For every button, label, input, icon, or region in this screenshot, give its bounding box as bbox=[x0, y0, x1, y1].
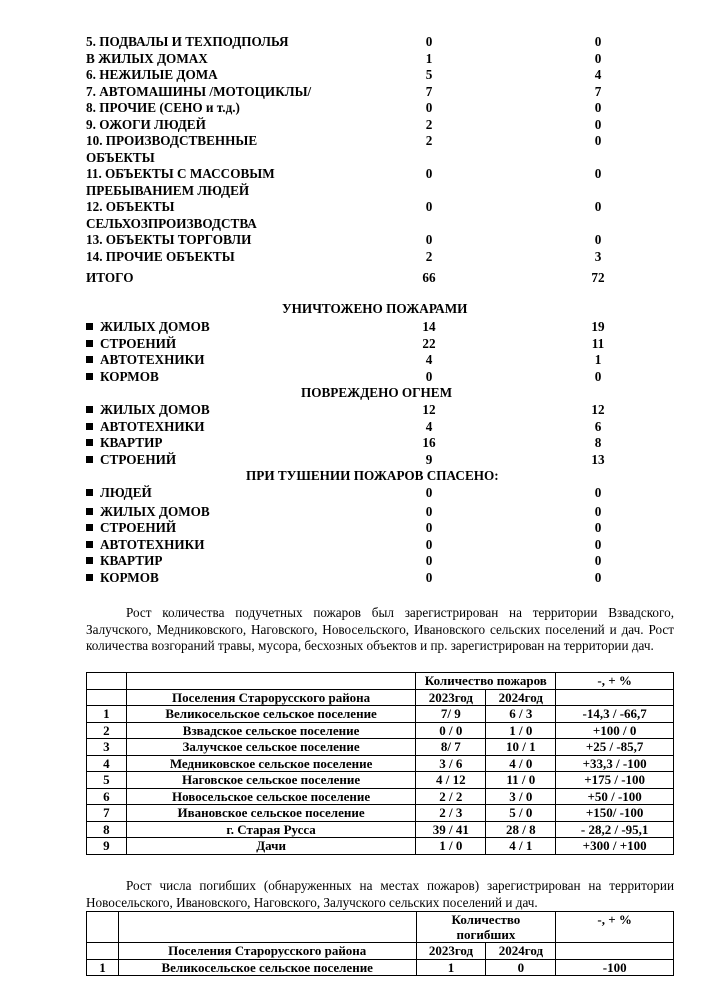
value-2024: 0 bbox=[486, 959, 556, 976]
paragraph-text: Рост числа погибших (обнаруженных на местах пожаров) зарегистрирован на территории Новосельского, Ивановского, Наговского, Залучского сельских поселений и дач. bbox=[86, 878, 674, 910]
saved-list bbox=[86, 485, 646, 586]
stat-value-2024: 0 bbox=[594, 368, 602, 384]
value-2024: 10 / 1 bbox=[486, 739, 556, 756]
stat-value-2024: 13 bbox=[591, 451, 605, 467]
bullet-icon bbox=[86, 423, 93, 430]
stat-row bbox=[86, 216, 646, 233]
settlement-name: Медниковское сельское поселение bbox=[126, 755, 416, 772]
table-row bbox=[87, 706, 674, 723]
stat-value-2023: 0 bbox=[425, 503, 433, 519]
destroyed-row bbox=[86, 336, 646, 353]
settlement-name: г. Старая Русса bbox=[126, 821, 416, 838]
fires-by-settlement-table bbox=[86, 672, 674, 855]
stat-value-2023: 0 bbox=[425, 368, 433, 384]
stat-label: СТРОЕНИЙ bbox=[100, 520, 177, 535]
bullet-icon bbox=[86, 323, 93, 330]
header-deaths-line-1: Количество bbox=[451, 912, 521, 927]
settlement-name: Великосельское сельское поселение bbox=[126, 706, 416, 723]
bullet-icon bbox=[86, 524, 93, 531]
stat-label: 7. АВТОМАШИНЫ /МОТОЦИКЛЫ/ bbox=[86, 83, 312, 99]
change-percent: -14,3 / -66,7 bbox=[556, 706, 674, 723]
stat-value-2023: 9 bbox=[425, 451, 433, 467]
saved-heading: ПРИ ТУШЕНИИ ПОЖАРОВ СПАСЕНО: bbox=[246, 468, 499, 483]
stat-row bbox=[86, 67, 646, 84]
header-2024: 2024год bbox=[486, 943, 556, 960]
stat-row bbox=[86, 34, 646, 51]
stat-row bbox=[86, 249, 646, 266]
stat-value-2024: 11 bbox=[591, 335, 605, 351]
stat-label: ЖИЛЫХ ДОМОВ bbox=[100, 503, 210, 519]
stat-value-2023: 0 bbox=[425, 520, 433, 535]
saved-row bbox=[86, 570, 646, 587]
stat-row bbox=[86, 199, 646, 216]
stat-label: КОРМОВ bbox=[100, 368, 159, 384]
stat-value-2023: 12 bbox=[422, 402, 436, 417]
saved-row bbox=[86, 537, 646, 554]
stat-value-2024: 4 bbox=[594, 67, 602, 82]
value-2023: 0 / 0 bbox=[416, 722, 486, 739]
stat-value-2023: 0 bbox=[425, 100, 433, 115]
saved-row bbox=[86, 485, 646, 502]
stat-value-2023: 0 bbox=[425, 553, 433, 568]
bullet-icon bbox=[86, 541, 93, 548]
stat-value-2024: 8 bbox=[594, 435, 602, 450]
damaged-row bbox=[86, 435, 646, 452]
change-percent: +150/ -100 bbox=[556, 805, 674, 822]
header-2024: 2024год bbox=[486, 689, 556, 706]
stat-value-2023: 2 bbox=[425, 133, 433, 148]
table-row bbox=[87, 821, 674, 838]
change-percent: - 28,2 / -95,1 bbox=[556, 821, 674, 838]
stat-label: СТРОЕНИЙ bbox=[100, 451, 177, 467]
stat-value-2024: 12 bbox=[591, 402, 605, 417]
row-number: 6 bbox=[87, 788, 127, 805]
stat-value-2023: 4 bbox=[425, 418, 433, 434]
value-2024: 4 / 1 bbox=[486, 838, 556, 855]
stat-value-2023: 0 bbox=[425, 569, 433, 585]
table-row bbox=[87, 959, 674, 976]
stat-label: 6. НЕЖИЛЫЕ ДОМА bbox=[86, 67, 218, 82]
stat-label: КВАРТИР bbox=[100, 435, 163, 450]
table-row bbox=[87, 805, 674, 822]
stat-label: 13. ОБЪЕКТЫ ТОРГОВЛИ bbox=[86, 232, 252, 247]
change-percent: +25 / -85,7 bbox=[556, 739, 674, 756]
stat-value-2024: 0 bbox=[594, 116, 602, 132]
stat-total-row bbox=[86, 270, 646, 287]
stat-label: 9. ОЖОГИ ЛЮДЕЙ bbox=[86, 116, 206, 132]
stat-value-2024: 6 bbox=[594, 418, 602, 434]
stat-value-2023: 5 bbox=[425, 67, 433, 82]
row-number: 2 bbox=[87, 722, 127, 739]
stat-value-2023: 66 bbox=[422, 270, 436, 285]
stat-value-2023: 7 bbox=[425, 83, 433, 99]
stat-label: 14. ПРОЧИЕ ОБЪЕКТЫ bbox=[86, 248, 235, 264]
value-2023: 4 / 12 bbox=[416, 772, 486, 789]
row-number: 5 bbox=[87, 772, 127, 789]
stat-row bbox=[86, 150, 646, 167]
stat-row bbox=[86, 166, 646, 183]
saved-row bbox=[86, 520, 646, 537]
header-2023: 2023год bbox=[416, 943, 486, 960]
header-fire-count: Количество пожаров bbox=[416, 673, 556, 690]
stat-label: 5. ПОДВАЛЫ И ТЕХПОДПОЛЬЯ bbox=[86, 34, 289, 49]
stat-value-2024: 0 bbox=[594, 536, 602, 552]
table-header-row bbox=[87, 943, 674, 960]
row-number: 1 bbox=[87, 959, 119, 976]
stat-value-2023: 1 bbox=[425, 50, 433, 66]
value-2023: 1 bbox=[416, 959, 486, 976]
stat-row bbox=[86, 133, 646, 150]
settlement-name: Ивановское сельское поселение bbox=[126, 805, 416, 822]
stat-value-2023: 2 bbox=[425, 248, 433, 264]
value-2024: 28 / 8 bbox=[486, 821, 556, 838]
row-number: 9 bbox=[87, 838, 127, 855]
table-row bbox=[87, 722, 674, 739]
stat-label: ИТОГО bbox=[86, 270, 134, 285]
stat-label: АВТОТЕХНИКИ bbox=[100, 418, 205, 434]
paragraph-deaths-growth bbox=[86, 878, 674, 911]
stat-value-2024: 3 bbox=[594, 248, 602, 264]
header-settlement: Поселения Старорусского района bbox=[126, 689, 416, 706]
stat-value-2024: 0 bbox=[594, 50, 602, 66]
damaged-list bbox=[86, 402, 646, 468]
stat-value-2024: 19 bbox=[591, 319, 605, 334]
stat-value-2023: 0 bbox=[425, 199, 433, 214]
saved-row bbox=[86, 504, 646, 521]
paragraph-fire-growth bbox=[86, 605, 674, 655]
stat-label: ОБЪЕКТЫ bbox=[86, 149, 155, 165]
value-2024: 11 / 0 bbox=[486, 772, 556, 789]
stat-value-2024: 7 bbox=[594, 83, 602, 99]
stat-value-2024: 1 bbox=[594, 352, 602, 367]
bullet-icon bbox=[86, 373, 93, 380]
bullet-icon bbox=[86, 439, 93, 446]
stat-value-2023: 22 bbox=[422, 335, 436, 351]
table-row bbox=[87, 755, 674, 772]
stat-row bbox=[86, 117, 646, 134]
header-deaths-count bbox=[416, 912, 556, 943]
stat-row bbox=[86, 84, 646, 101]
row-number: 4 bbox=[87, 755, 127, 772]
stat-value-2023: 0 bbox=[425, 34, 433, 49]
stat-label: ЛЮДЕЙ bbox=[100, 485, 152, 500]
change-percent: +50 / -100 bbox=[556, 788, 674, 805]
stat-label: АВТОТЕХНИКИ bbox=[100, 352, 205, 367]
bullet-icon bbox=[86, 356, 93, 363]
destroyed-row bbox=[86, 369, 646, 386]
change-percent: -100 bbox=[556, 959, 674, 976]
stat-label: 12. ОБЪЕКТЫ bbox=[86, 199, 175, 214]
damaged-row bbox=[86, 402, 646, 419]
stat-value-2023: 0 bbox=[425, 536, 433, 552]
stat-row bbox=[86, 51, 646, 68]
value-2023: 39 / 41 bbox=[416, 821, 486, 838]
stat-label: КВАРТИР bbox=[100, 553, 163, 568]
stat-value-2024: 72 bbox=[591, 270, 605, 285]
paragraph-text: Рост количества подучетных пожаров был зарегистрирован на территории Взвадского, Залучского, Медниковского, Наговского, Новосельского, Ивановского сельских поселений и дач. Рост количества возгораний травы, мусора, бесхозных объектов и пр. зарегистрирован на территории дач. bbox=[86, 605, 674, 653]
table-row bbox=[87, 772, 674, 789]
settlement-name: Взвадское сельское поселение bbox=[126, 722, 416, 739]
stat-label: ЖИЛЫХ ДОМОВ bbox=[100, 319, 210, 334]
stat-value-2024: 0 bbox=[594, 100, 602, 115]
header-change: -, + % bbox=[556, 673, 674, 690]
header-change: -, + % bbox=[556, 912, 674, 943]
bullet-icon bbox=[86, 557, 93, 564]
stat-label: АВТОТЕХНИКИ bbox=[100, 536, 205, 552]
bullet-icon bbox=[86, 574, 93, 581]
bullet-icon bbox=[86, 508, 93, 515]
damaged-row bbox=[86, 419, 646, 436]
value-2024: 6 / 3 bbox=[486, 706, 556, 723]
stat-value-2024: 0 bbox=[594, 232, 602, 247]
stat-value-2024: 0 bbox=[594, 166, 602, 181]
value-2023: 8/ 7 bbox=[416, 739, 486, 756]
destroyed-heading: УНИЧТОЖЕНО ПОЖАРАМИ bbox=[282, 301, 468, 316]
destroyed-row bbox=[86, 352, 646, 369]
stat-label: ЖИЛЫХ ДОМОВ bbox=[100, 402, 210, 417]
table-header-row bbox=[87, 912, 674, 943]
stat-value-2024: 0 bbox=[594, 485, 602, 500]
change-percent: +100 / 0 bbox=[556, 722, 674, 739]
row-number: 1 bbox=[87, 706, 127, 723]
stat-value-2023: 0 bbox=[425, 232, 433, 247]
row-number: 3 bbox=[87, 739, 127, 756]
settlement-name: Великосельское сельское поселение bbox=[118, 959, 416, 976]
stat-label: ПРЕБЫВАНИЕМ ЛЮДЕЙ bbox=[86, 182, 250, 198]
change-percent: +33,3 / -100 bbox=[556, 755, 674, 772]
change-percent: +300 / +100 bbox=[556, 838, 674, 855]
table-header-row bbox=[87, 689, 674, 706]
stat-value-2023: 16 bbox=[422, 435, 436, 450]
stat-value-2024: 0 bbox=[594, 503, 602, 519]
header-2023: 2023год bbox=[416, 689, 486, 706]
stat-value-2023: 0 bbox=[425, 485, 433, 500]
stat-value-2023: 0 bbox=[425, 166, 433, 181]
value-2023: 7/ 9 bbox=[416, 706, 486, 723]
header-deaths-line-2: погибших bbox=[456, 927, 516, 942]
table-header-row bbox=[87, 673, 674, 690]
change-percent: +175 / -100 bbox=[556, 772, 674, 789]
stat-value-2024: 0 bbox=[594, 199, 602, 214]
stat-value-2024: 0 bbox=[594, 133, 602, 148]
damaged-row bbox=[86, 452, 646, 469]
bullet-icon bbox=[86, 406, 93, 413]
settlement-name: Дачи bbox=[126, 838, 416, 855]
stat-label: СТРОЕНИЙ bbox=[100, 335, 177, 351]
stat-row bbox=[86, 232, 646, 249]
destroyed-row bbox=[86, 319, 646, 336]
stat-value-2023: 2 bbox=[425, 116, 433, 132]
header-settlement: Поселения Старорусского района bbox=[118, 943, 416, 960]
stat-label: СЕЛЬХОЗПРОИЗВОДСТВА bbox=[86, 215, 257, 231]
settlement-name: Залучское сельское поселение bbox=[126, 739, 416, 756]
stat-label: 10. ПРОИЗВОДСТВЕННЫЕ bbox=[86, 133, 258, 148]
stat-value-2024: 0 bbox=[594, 520, 602, 535]
table-row bbox=[87, 739, 674, 756]
damaged-heading: ПОВРЕЖДЕНО ОГНЕМ bbox=[301, 385, 453, 400]
value-2024: 3 / 0 bbox=[486, 788, 556, 805]
value-2024: 1 / 0 bbox=[486, 722, 556, 739]
value-2023: 3 / 6 bbox=[416, 755, 486, 772]
bullet-icon bbox=[86, 456, 93, 463]
stat-value-2023: 14 bbox=[422, 319, 436, 334]
stat-label: 8. ПРОЧИЕ (СЕНО и т.д.) bbox=[86, 100, 240, 115]
stat-row bbox=[86, 183, 646, 200]
deaths-by-settlement-table bbox=[86, 911, 674, 976]
stat-value-2024: 0 bbox=[594, 553, 602, 568]
value-2023: 2 / 3 bbox=[416, 805, 486, 822]
value-2023: 2 / 2 bbox=[416, 788, 486, 805]
value-2023: 1 / 0 bbox=[416, 838, 486, 855]
bullet-icon bbox=[86, 340, 93, 347]
stat-value-2024: 0 bbox=[594, 34, 602, 49]
stat-value-2024: 0 bbox=[594, 569, 602, 585]
row-number: 8 bbox=[87, 821, 127, 838]
stat-row bbox=[86, 100, 646, 117]
settlement-name: Новосельское сельское поселение bbox=[126, 788, 416, 805]
value-2024: 5 / 0 bbox=[486, 805, 556, 822]
row-number: 7 bbox=[87, 805, 127, 822]
stat-label: В ЖИЛЫХ ДОМАХ bbox=[86, 50, 208, 66]
fire-stats-list bbox=[86, 34, 646, 287]
stat-label: 11. ОБЪЕКТЫ С МАССОВЫМ bbox=[86, 166, 275, 181]
stat-label: КОРМОВ bbox=[100, 569, 159, 585]
value-2024: 4 / 0 bbox=[486, 755, 556, 772]
table-row bbox=[87, 838, 674, 855]
stat-value-2023: 4 bbox=[425, 352, 433, 367]
bullet-icon bbox=[86, 489, 93, 496]
saved-row bbox=[86, 553, 646, 570]
table-row bbox=[87, 788, 674, 805]
destroyed-list bbox=[86, 319, 646, 385]
settlement-name: Наговское сельское поселение bbox=[126, 772, 416, 789]
